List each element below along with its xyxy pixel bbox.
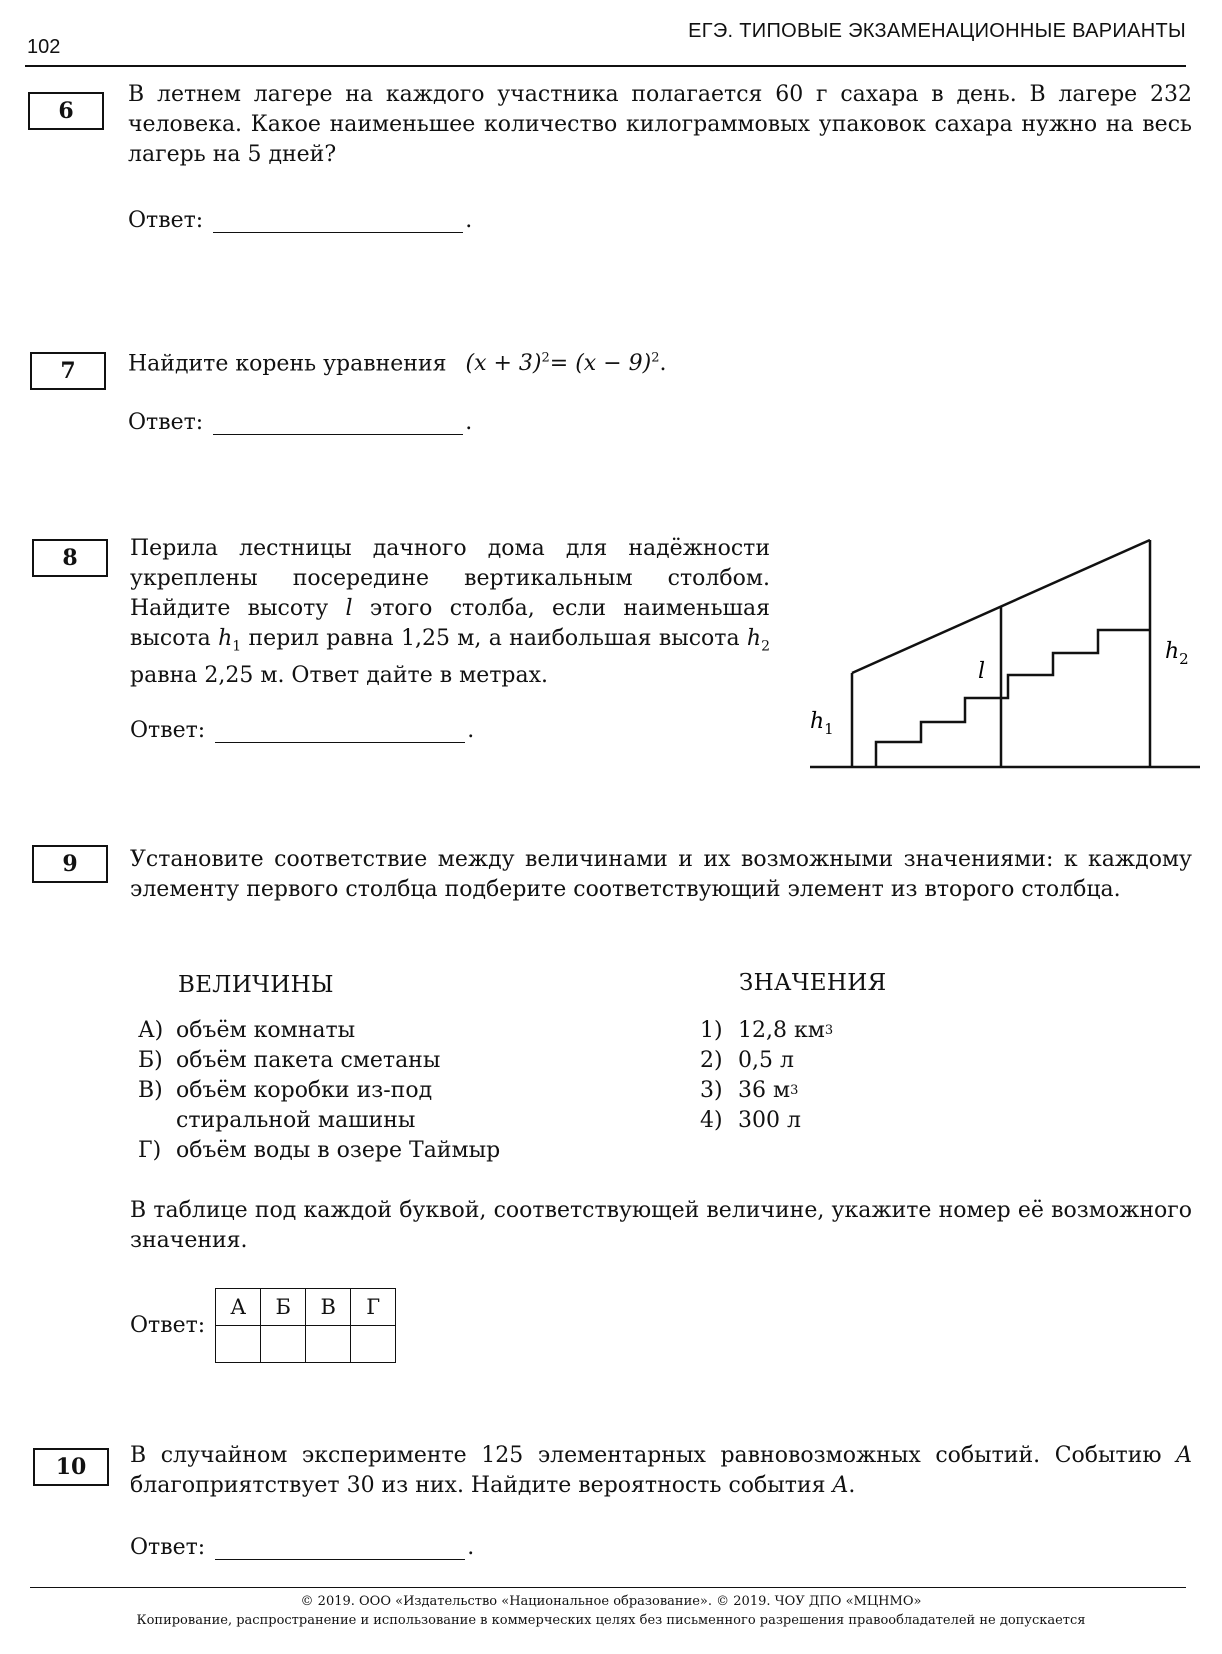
var-l: l — [345, 596, 353, 621]
task-7-number-box — [30, 352, 106, 390]
task-6-answer-field[interactable] — [213, 210, 463, 233]
answer-cell-a[interactable] — [216, 1326, 261, 1363]
eq-right: = (x − 9) — [549, 351, 652, 377]
stairs — [876, 630, 1150, 767]
eq-exp-2: 2 — [651, 351, 660, 366]
task-10-number: 10 — [55, 1454, 87, 1480]
eq-end: . — [659, 351, 667, 377]
task-8-number: 8 — [62, 545, 78, 571]
task-7-number: 7 — [60, 358, 76, 384]
values-list — [700, 1016, 1000, 1136]
eq-left: (x + 3) — [465, 351, 542, 377]
task-7-answer-field[interactable] — [213, 412, 463, 435]
task-8-number-box — [32, 539, 108, 577]
task-7-answer: Ответ: . — [128, 410, 473, 435]
running-title: ЕГЭ. ТИПОВЫЕ ЭКЗАМЕНАЦИОННЫЕ ВАРИАНТЫ — [688, 20, 1186, 42]
list-item: 4) 300 л — [700, 1108, 801, 1133]
column-2-title: ЗНАЧЕНИЯ — [739, 970, 887, 996]
list-item: Г) объём воды в озере Таймыр — [138, 1138, 501, 1163]
quantities-list — [138, 1016, 578, 1166]
task-9-instruction — [130, 1196, 1192, 1256]
answer-table — [215, 1288, 396, 1363]
task-6-question: В летнем лагере на каждого участника полагается 60 г сахара в день. В лагере 232 человека. Какое наименьшее количество килограммовых упаковок сахара нужно на весь лагерь на 5 дней? — [128, 82, 1192, 167]
label-h2: $h_2$ — [1165, 639, 1189, 668]
task-10-question: В случайном эксперименте 125 элементарных равновозможных событий. Событию A благоприятствует 30 из них. Найдите вероятность события A. — [130, 1443, 1192, 1498]
list-item: В) объём коробки из-под — [138, 1078, 433, 1103]
var-a: A — [1176, 1443, 1192, 1468]
answer-table-header: Г — [351, 1289, 396, 1326]
var-h2: h — [746, 626, 762, 651]
answer-cell-v[interactable] — [306, 1326, 351, 1363]
footer-copyright: © 2019. ООО «Издательство «Национальное образование». © 2019. ЧОУ ДПО «МЦНМО» — [300, 1594, 922, 1609]
task-8-answer: Ответ: . — [130, 718, 475, 743]
var-h1: h — [218, 626, 233, 651]
answer-label: Ответ: — [128, 208, 204, 233]
task-10-answer: Ответ: . — [130, 1535, 475, 1560]
staircase-railing-figure — [800, 530, 1200, 780]
task-7-equation — [466, 351, 667, 376]
sub-1: 1 — [232, 638, 242, 655]
task-7-question: Найдите корень уравнения — [128, 351, 447, 377]
answer-label: Ответ: — [128, 410, 204, 435]
task-6-text — [128, 80, 1192, 170]
answer-table-header: В — [306, 1289, 351, 1326]
answer-cell-g[interactable] — [351, 1326, 396, 1363]
task-9-number-box — [32, 845, 108, 883]
var-a: A — [832, 1473, 849, 1498]
list-item: Б) объём пакета сметаны — [138, 1048, 441, 1073]
task-9-question: Установите соответствие между величинами и их возможными значениями: к каждому элементу первого столбца подберите соответствующий элемент из второго столбца. — [130, 847, 1192, 902]
answer-label: Ответ: — [130, 718, 206, 743]
list-item-continuation: стиральной машины — [176, 1108, 416, 1133]
task-9-number: 9 — [62, 851, 78, 877]
task-8-question: Перила лестницы дачного дома для надёжности укреплены посередине вертикальным столбом. Найдите высоту l этого столба, если наименьшая высота $h_1$ перил равна 1,25 м, а наибольшая высота $h_2$ равна 2,25 м. Ответ дайте в метрах. — [130, 536, 770, 689]
column-1-title: ВЕЛИЧИНЫ — [178, 972, 334, 998]
list-item: 1) 12,8 км 3 — [700, 1018, 834, 1043]
footer-rule — [30, 1587, 1186, 1588]
answer-label: Ответ: — [130, 1535, 206, 1560]
task-8-answer-field[interactable] — [215, 720, 465, 743]
label-l: l — [978, 659, 986, 684]
task-6-answer: Ответ: . — [128, 208, 473, 233]
list-item: 2) 0,5 л — [700, 1048, 794, 1073]
task-8-text — [130, 534, 770, 691]
task-9-text — [130, 845, 1192, 905]
answer-table-header: А — [216, 1289, 261, 1326]
task-9-answer — [130, 1288, 396, 1363]
header-rule — [25, 65, 1186, 67]
list-item: 3) 36 м 3 — [700, 1078, 799, 1103]
task-10-number-box — [33, 1448, 109, 1486]
task-10-answer-field[interactable] — [215, 1537, 465, 1560]
answer-table-header: Б — [261, 1289, 306, 1326]
eq-exp-1: 2 — [541, 351, 550, 366]
answer-cell-b[interactable] — [261, 1326, 306, 1363]
instruction-text: В таблице под каждой буквой, соответствующей величине, укажите номер её возможного значения. — [130, 1198, 1192, 1253]
task-7-text — [128, 344, 667, 379]
task-6-number: 6 — [58, 98, 74, 124]
sub-2: 2 — [761, 638, 770, 655]
task-10-text — [130, 1441, 1192, 1501]
page-number: 102 — [27, 36, 61, 58]
list-item: А) объём комнаты — [138, 1018, 356, 1043]
label-h1: $h_1$ — [810, 709, 834, 738]
footer-notice: Копирование, распространение и использование в коммерческих целях без письменного разрешения правообладателей не допускается — [136, 1613, 1086, 1628]
answer-label: Ответ: — [130, 1313, 206, 1338]
task-6-number-box — [28, 92, 104, 130]
